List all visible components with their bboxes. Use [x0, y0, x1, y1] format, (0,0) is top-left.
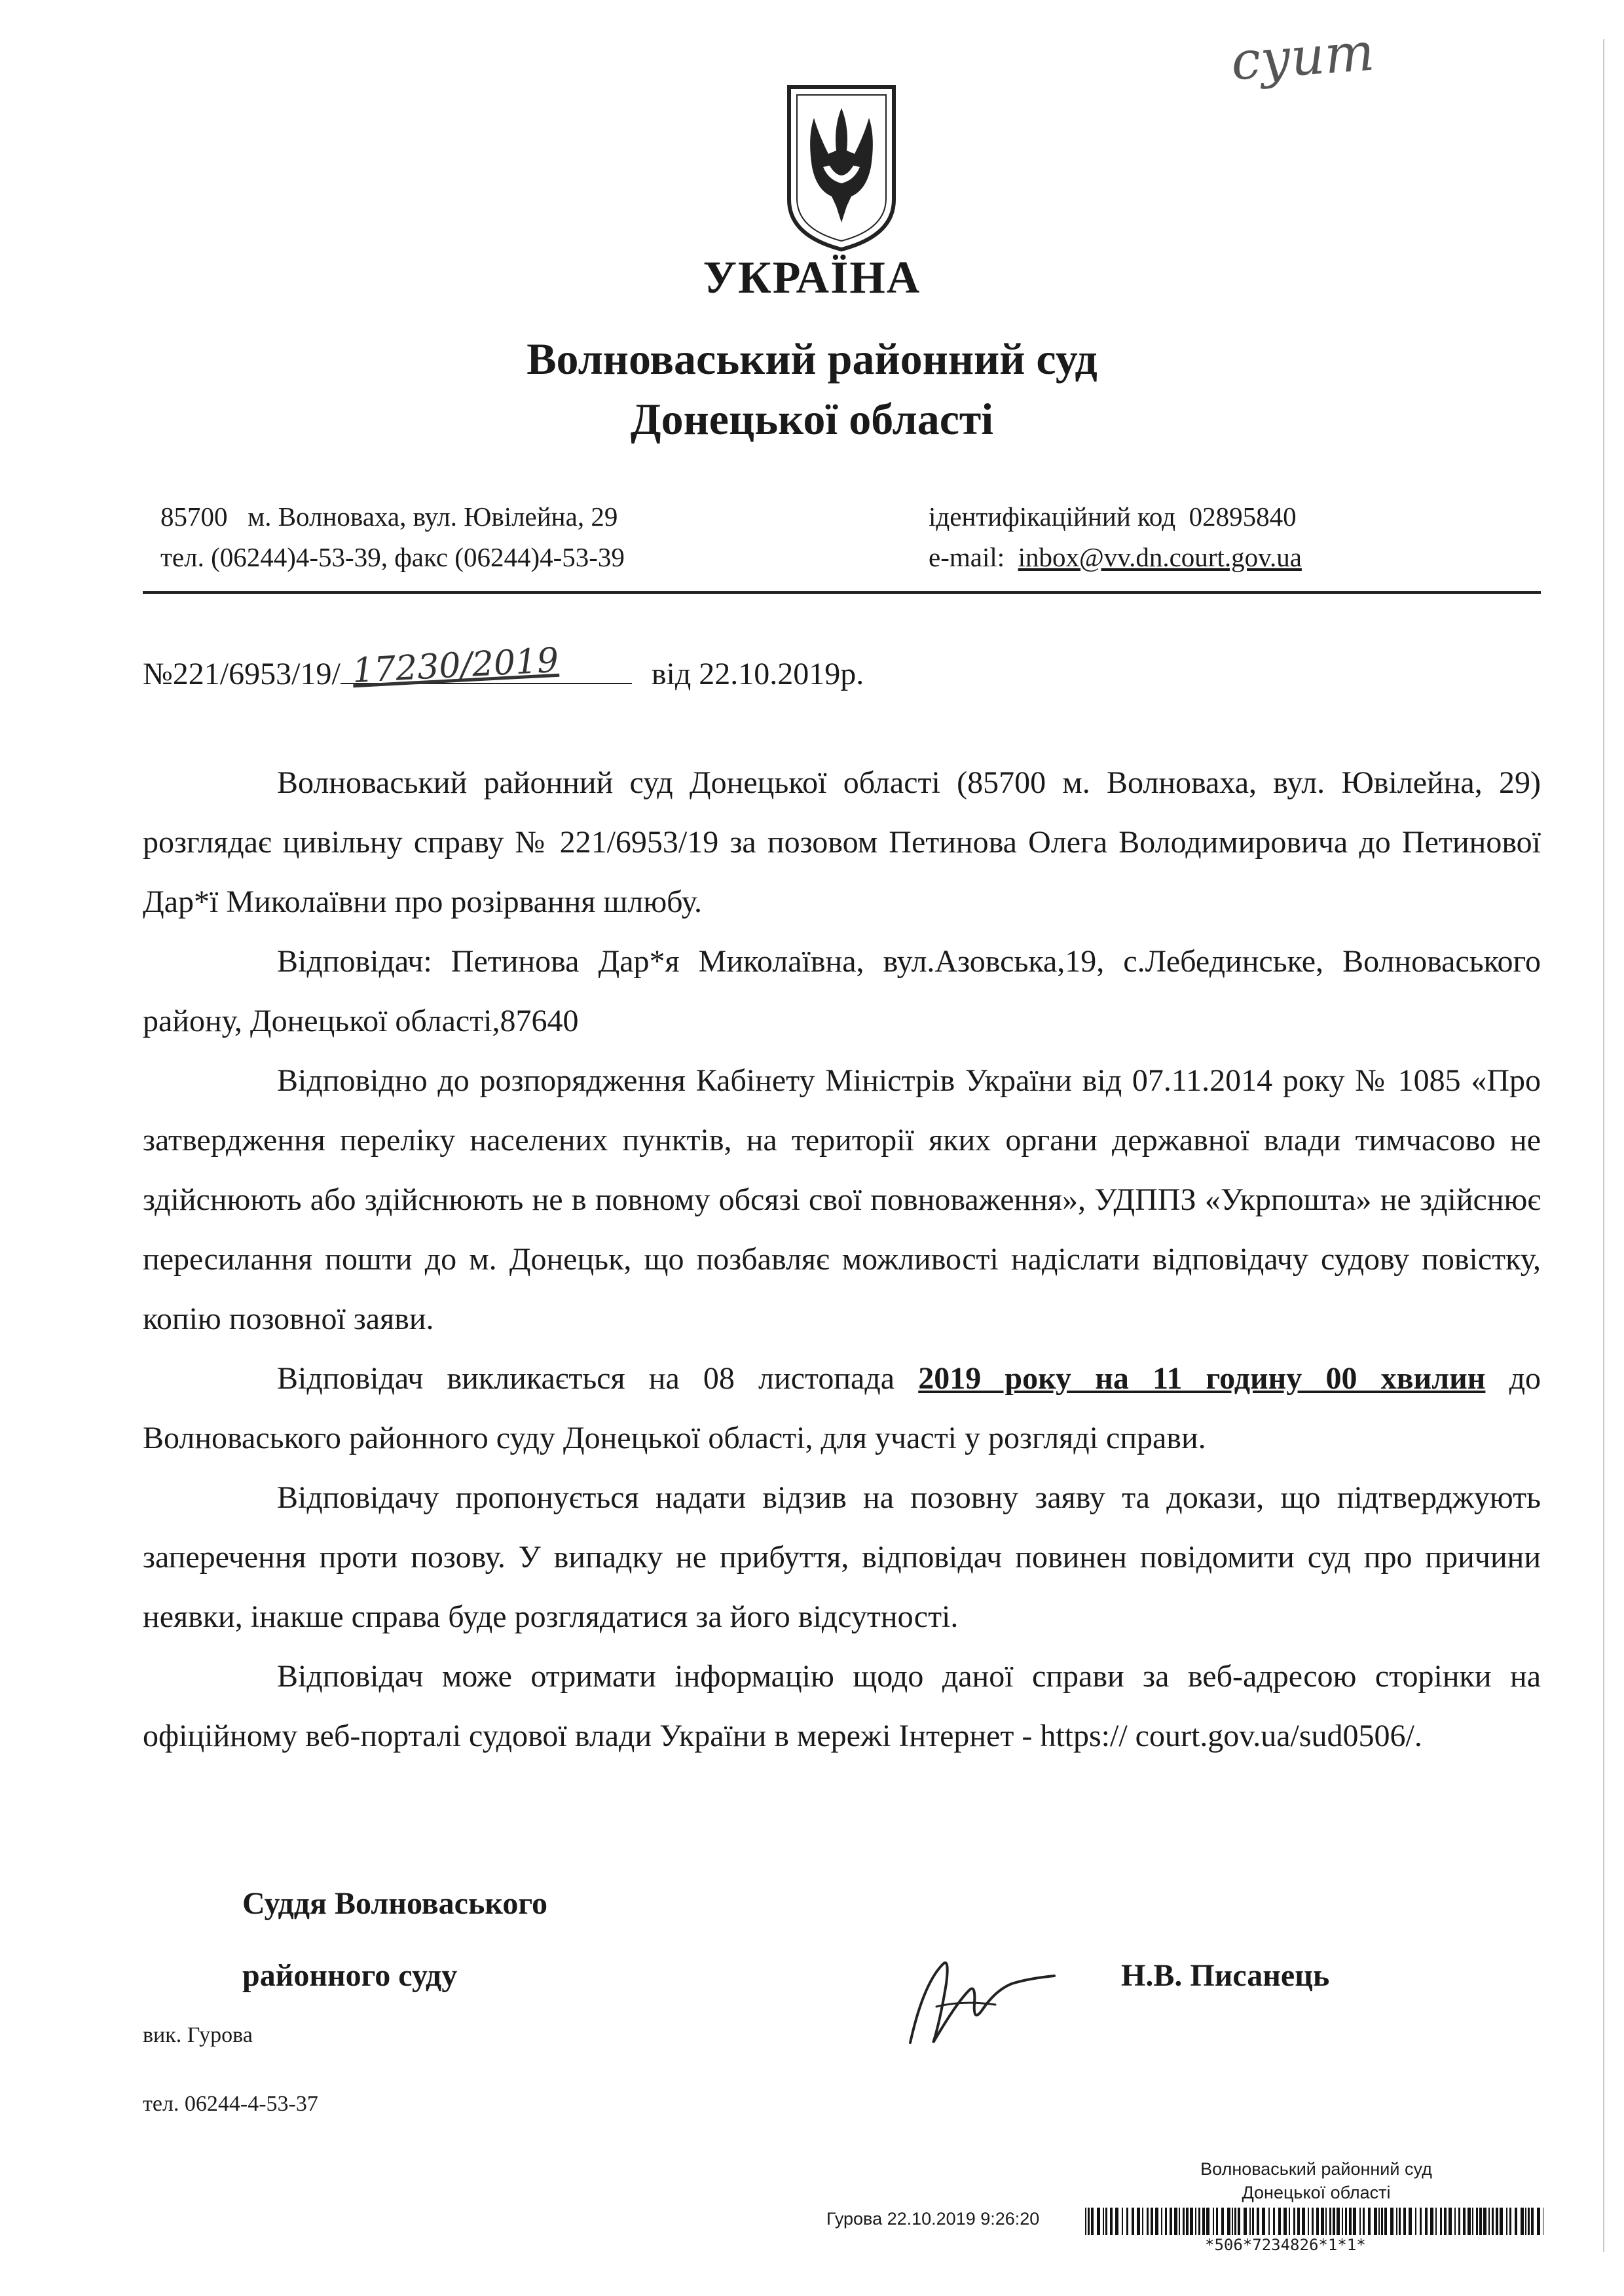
barcode-bar [1531, 2208, 1534, 2235]
barcode-bar [1147, 2208, 1149, 2235]
barcode-bar [1238, 2208, 1240, 2235]
header-divider [143, 591, 1541, 594]
court-id-code: ідентифікаційний код 02895840 [929, 501, 1297, 532]
barcode-bar [1399, 2208, 1401, 2235]
court-address: 85700 м. Волноваха, вул. Ювілейна, 29 [160, 501, 618, 532]
judge-name: Н.В. Писанець [1121, 1958, 1330, 1993]
barcode-bar [1110, 2208, 1113, 2235]
registry-user-timestamp: Гурова 22.10.2019 9:26:20 [826, 2209, 1040, 2229]
barcode-bar [1312, 2208, 1314, 2235]
signature-title-line1: Суддя Волноваського [242, 1886, 547, 1921]
email-label: e-mail: [929, 542, 1018, 572]
barcode-bar [1500, 2208, 1503, 2235]
barcode-bar [1329, 2208, 1331, 2235]
barcode-bar [1155, 2208, 1158, 2235]
handwritten-note: суит [1229, 21, 1376, 92]
barcode-bar [1509, 2208, 1511, 2235]
court-phone-fax: тел. (06244)4-53-39, факс (06244)4-53-39 [160, 542, 625, 572]
barcode-bar [1105, 2208, 1107, 2235]
barcode-bar [1337, 2208, 1340, 2235]
reference-number: №221/6953/19/ [143, 657, 341, 691]
barcode-bar [1161, 2208, 1162, 2235]
barcode-bar [1132, 2208, 1134, 2235]
barcode-bar [1525, 2208, 1526, 2235]
summons-datetime: 2019 року на 11 годину 00 хвилин [918, 1361, 1486, 1396]
barcode-bar [1444, 2208, 1447, 2235]
paragraph-summons [143, 1349, 1541, 1468]
barcode-bar [1115, 2208, 1118, 2235]
barcode-bar [1321, 2208, 1324, 2235]
reference-blank [341, 640, 632, 691]
barcode-bar [1359, 2208, 1361, 2235]
barcode-bar [1289, 2208, 1290, 2235]
barcode-bar [1174, 2208, 1177, 2235]
paragraph-response: Відповідачу пропонується надати відзив на позовну заяву та докази, що підтверджують заперечення проти позову. У випадку не прибуття, відповідач повинен повідомити суд про причини неявки, інакше справа буде розглядатися за його відсутності. [143, 1480, 1541, 1634]
barcode-bar [1479, 2208, 1482, 2235]
handwritten-signature [897, 1944, 1067, 2056]
barcode-bar [1463, 2208, 1466, 2235]
court-name-line2: Донецької області [630, 394, 994, 444]
letter-body [143, 753, 1541, 1766]
barcode-bar [1137, 2208, 1140, 2235]
barcode-bar [1244, 2208, 1247, 2235]
barcode-bar [1091, 2208, 1094, 2235]
document-reference [143, 640, 864, 692]
court-id-block [929, 496, 1302, 577]
paragraph-web-info: Відповідач може отримати інформацію щодо даної справи за веб-адресою сторінки на офіційному веб-порталі судової влади України в мережі Інтернет - https:// court.gov.ua/sud0506/. [143, 1659, 1541, 1753]
barcode-bar [1302, 2208, 1305, 2235]
country-heading: УКРАЇНА [703, 253, 921, 303]
registry-court-line2: Донецької області [1242, 2183, 1391, 2202]
barcode-bar [1381, 2208, 1383, 2235]
barcode-bar [1252, 2208, 1254, 2235]
barcode-bar [1349, 2208, 1352, 2235]
barcode-number: *506*7234826*1*1* [1205, 2236, 1366, 2254]
barcode-bar [1278, 2208, 1281, 2235]
summons-text-before: Відповідач викликається на 08 листопада [277, 1361, 919, 1396]
barcode-bar [1483, 2208, 1486, 2235]
barcode-bar [1293, 2208, 1295, 2235]
handwritten-reference: 17230/2019 [351, 640, 560, 691]
barcode-bar [1198, 2208, 1200, 2235]
barcode-bar [1227, 2208, 1230, 2235]
coat-of-arms-icon [783, 82, 900, 253]
barcode-bar [1363, 2208, 1365, 2235]
barcode-bar [1537, 2208, 1540, 2235]
barcode-bar [1521, 2208, 1524, 2235]
registry-barcode [1085, 2208, 1543, 2235]
barcode-bar [1221, 2208, 1224, 2235]
paragraph-case: Волноваський районний суд Донецької області (85700 м. Волноваха, вул. Ювілейна, 29) розглядає цивільну справу № 221/6953/19 за позовом Петинова Олега Володимировича до Петинової Дар*ї Миколаївни про розірвання шлюбу. [143, 765, 1541, 919]
barcode-bar [1206, 2208, 1209, 2235]
executor-phone: тел. 06244-4-53-37 [143, 2092, 318, 2116]
barcode-bar [1488, 2208, 1490, 2235]
barcode-bar [1097, 2208, 1100, 2235]
barcode-bar [1316, 2208, 1319, 2235]
barcode-bar [1151, 2208, 1153, 2235]
barcode-bar [1213, 2208, 1214, 2235]
barcode-bar [1103, 2208, 1104, 2235]
paragraph-postal-notice: Відповідно до розпорядження Кабінету Міністрів України від 07.11.2014 року № 1085 «Про затвердження переліку населених пунктів, на території яких органи державної влади тимчасово не здійснюють або здійснюють не в повному обсязі свої повноваження», УДППЗ «Укрпошта» не здійснює пересилання пошти до м. Донецьк, що позбавляє можливості надіслати відповідачу судову повістку, копію позовної заяви. [143, 1063, 1541, 1336]
barcode-bar [1325, 2208, 1327, 2235]
barcode-bar [1353, 2208, 1356, 2235]
barcode-bar [1476, 2208, 1478, 2235]
barcode-bar [1440, 2208, 1442, 2235]
barcode-bar [1409, 2208, 1412, 2235]
paragraph-respondent: Відповідач: Петинова Дар*я Миколаївна, вул.Азовська,19, с.Лебединське, Волноваського району, Донецької області,87640 [143, 944, 1541, 1038]
barcode-bar [1368, 2208, 1371, 2235]
barcode-bar [1249, 2208, 1251, 2235]
summons-text-after: до Волноваського районного суду Донецької області, для участі у розгляді справи. [143, 1361, 1541, 1455]
barcode-bar [1262, 2208, 1265, 2235]
executor-name: вик. Гурова [143, 2023, 253, 2047]
barcode-bar [1085, 2208, 1086, 2235]
barcode-bar [1202, 2208, 1205, 2235]
barcode-bar [1420, 2208, 1422, 2235]
barcode-bar [1515, 2208, 1517, 2235]
barcode-bar [1333, 2208, 1335, 2235]
barcode-bar [1472, 2208, 1473, 2235]
email-link[interactable]: inbox@vv.dn.court.gov.ua [1018, 542, 1302, 572]
barcode-bar [1273, 2208, 1275, 2235]
barcode-bar [1396, 2208, 1397, 2235]
barcode-bar [1170, 2208, 1172, 2235]
barcode-bar [1297, 2208, 1300, 2235]
barcode-bar [1283, 2208, 1287, 2235]
barcode-bar [1268, 2208, 1270, 2235]
barcode-bar [1183, 2208, 1185, 2235]
barcode-bar [1378, 2208, 1380, 2235]
barcode-bar [1179, 2208, 1180, 2235]
barcode-bar [1506, 2208, 1507, 2235]
court-name-line1: Волноваський районний суд [526, 334, 1098, 384]
barcode-bar [1492, 2208, 1494, 2235]
court-heading [0, 329, 1624, 449]
signature-title-line2: районного суду [242, 1958, 458, 1993]
registry-stamp-row [826, 2208, 1543, 2235]
reference-date: від 22.10.2019р. [651, 657, 864, 691]
barcode-bar [1374, 2208, 1377, 2235]
barcode-bar [1234, 2208, 1236, 2235]
barcode-bar [1467, 2208, 1471, 2235]
barcode-bar [1232, 2208, 1233, 2235]
court-address-block [160, 496, 625, 577]
barcode-bar [1165, 2208, 1167, 2235]
barcode-bar [1425, 2208, 1428, 2235]
barcode-bar [1430, 2208, 1433, 2235]
barcode-bar [1088, 2208, 1090, 2235]
barcode-bar [1142, 2208, 1143, 2235]
barcode-bar [1403, 2208, 1406, 2235]
barcode-bar [1449, 2208, 1452, 2235]
barcode-bar [1216, 2208, 1218, 2235]
barcode-bar [1458, 2208, 1460, 2235]
barcode-bar [1342, 2208, 1343, 2235]
barcode-bar [1345, 2208, 1347, 2235]
barcode-bar [1435, 2208, 1437, 2235]
barcode-bar [1308, 2208, 1309, 2235]
barcode-bar [1454, 2208, 1456, 2235]
barcode-bar [1257, 2208, 1259, 2235]
barcode-bar [1528, 2208, 1530, 2235]
court-email-line [929, 537, 1302, 577]
barcode-bar [1390, 2208, 1393, 2235]
barcode-bar [1126, 2208, 1128, 2235]
barcode-bar [1190, 2208, 1193, 2235]
barcode-bar [1186, 2208, 1189, 2235]
registry-stamp-court [1113, 2157, 1519, 2204]
barcode-bar [1122, 2208, 1123, 2235]
barcode-bar [1496, 2208, 1498, 2235]
barcode-bar [1384, 2208, 1387, 2235]
registry-court-line1: Волноваський районний суд [1200, 2159, 1432, 2179]
barcode-bar [1195, 2208, 1196, 2235]
barcode-bar [1415, 2208, 1416, 2235]
